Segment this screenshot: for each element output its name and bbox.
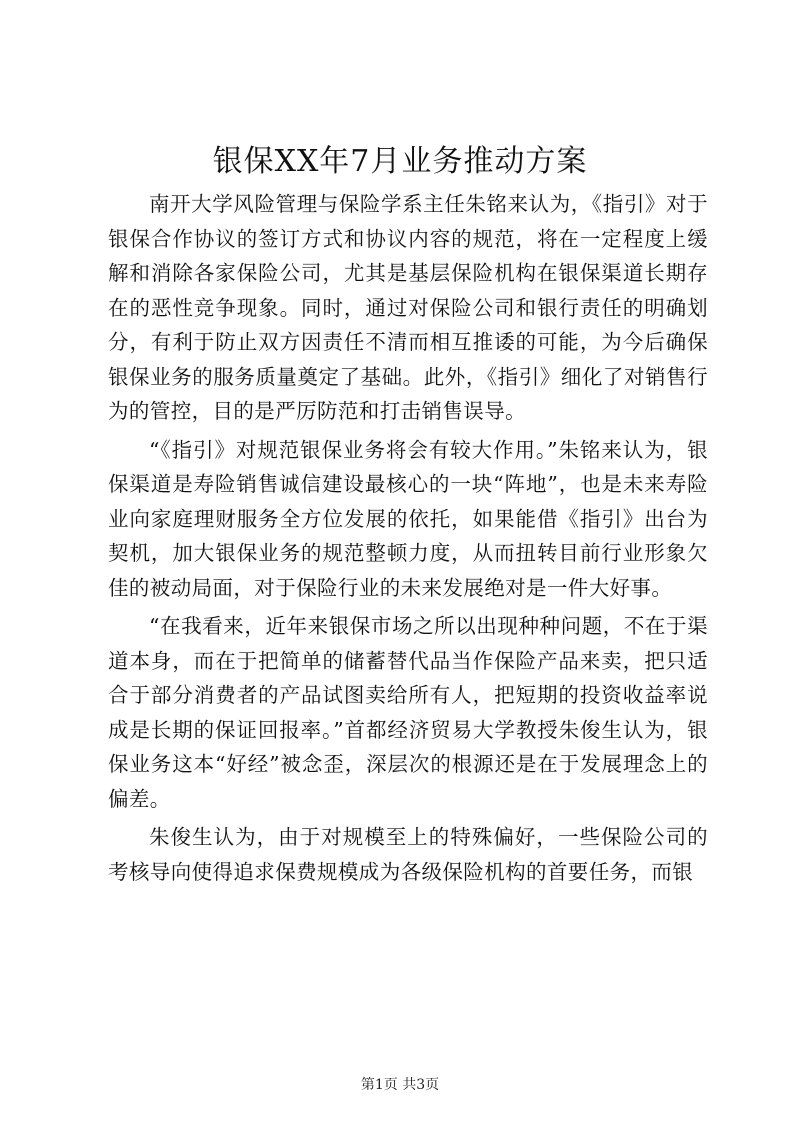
- paragraph-1: 南开大学风险管理与保险学系主任朱铭来认为，《指引》对于银保合作协议的签订方式和协议内容的规范，将在一定程度上缓解和消除各家保险公司，尤其是基层保险机构在银保渠道长期存在的恶性竞争现象。同时，通过对保险公司和银行责任的明确划分，有利于防止双方因责任不清而相互推诿的可能，为今后确保银保业务的服务质量奠定了基础。此外，《指引》细化了对销售行为的管控，目的是严厉防范和打击销售误导。: [108, 192, 708, 423]
- page-number-footer: 第1页 共3页: [360, 1077, 440, 1093]
- document-title: 银保XX年7月业务推动方案: [212, 144, 588, 179]
- document-body: [108, 187, 708, 889]
- paragraph-2: “《指引》对规范银保业务将会有较大作用。”朱铭来认为，银保渠道是寿险销售诚信建设最核心的一块“阵地”，也是未来寿险业向家庭理财服务全方位发展的依托，如果能借《指引》出台为契机，加大银保业务的规范整顿力度，从而扭转目前行业形象欠佳的被动局面，对于保险行业的未来发展绝对是一件大好事。: [108, 437, 708, 600]
- paragraph-4: 朱俊生认为，由于对规模至上的特殊偏好，一些保险公司的考核导向使得追求保费规模成为各级保险机构的首要任务，而银: [108, 825, 708, 884]
- paragraph-3: “在我看来，近年来银保市场之所以出现种种问题，不在于渠道本身，而在于把简单的储蓄替代品当作保险产品来卖，把只适合于部分消费者的产品试图卖给所有人，把短期的投资收益率说成是长期的保证回报率。”首都经济贸易大学教授朱俊生认为，银保业务这本“好经”被念歪，深层次的根源还是在于发展理念上的偏差。: [108, 614, 708, 811]
